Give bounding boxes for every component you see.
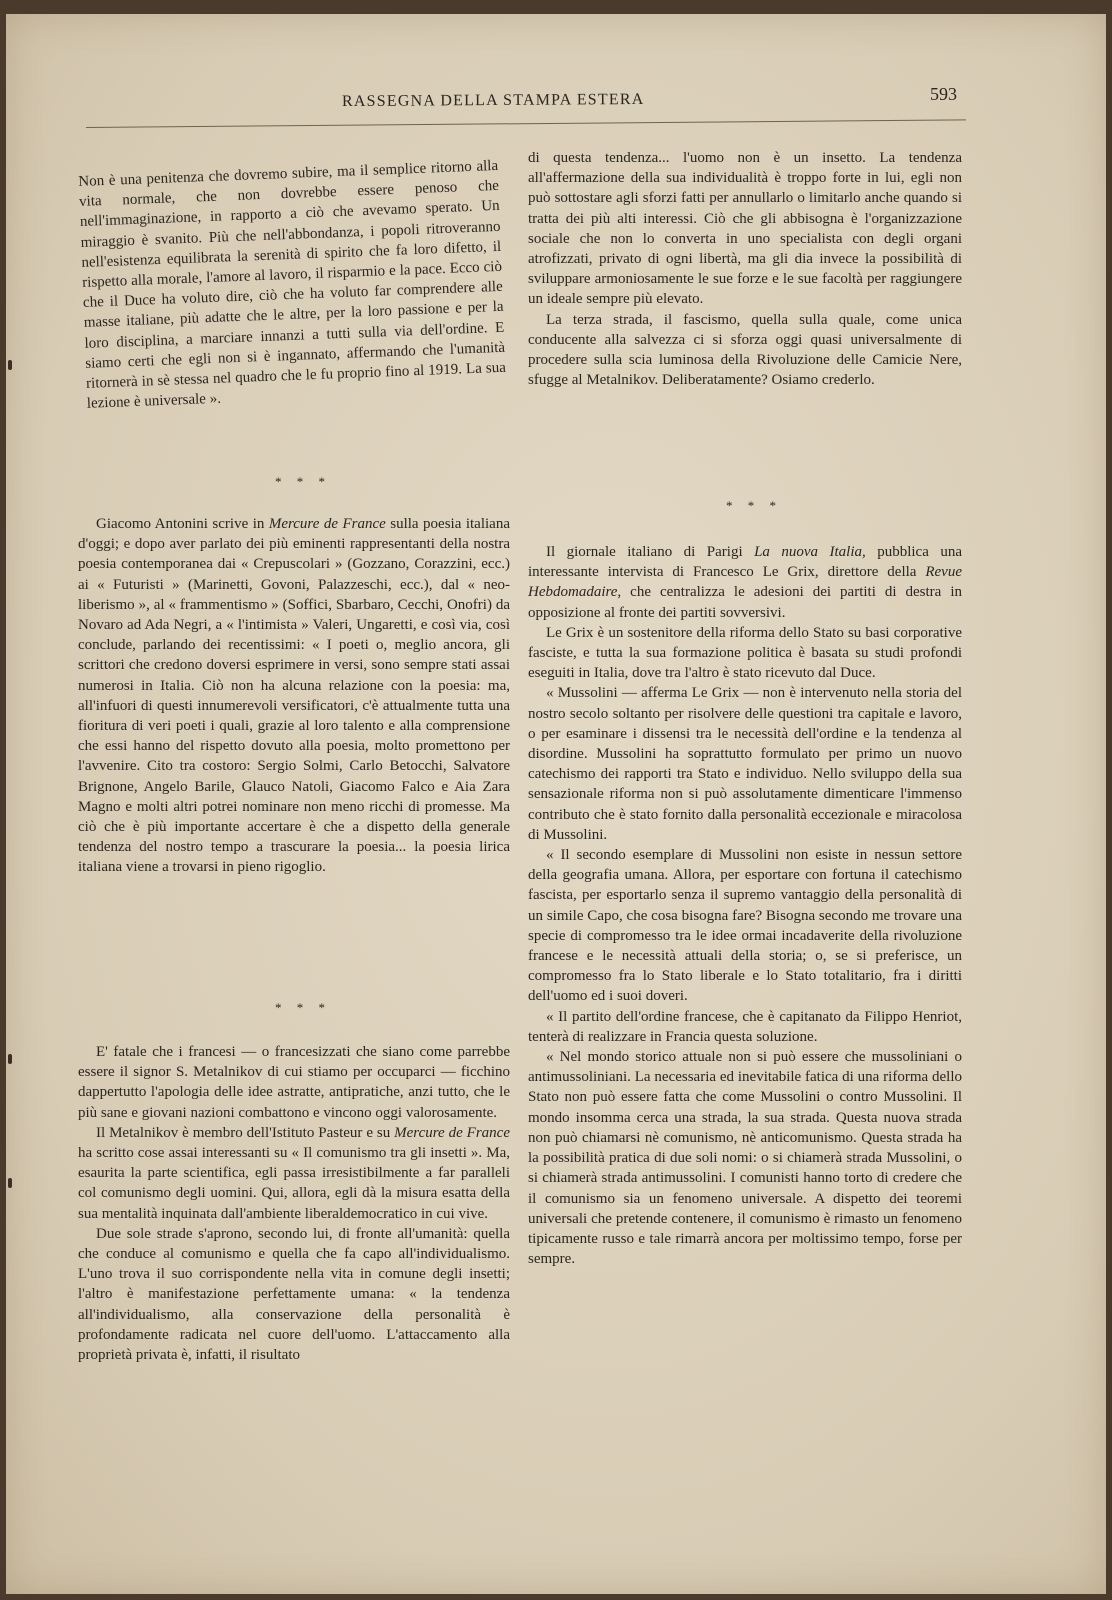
paragraph: « Il partito dell'ordine francese, che è capitanato da Filippo Henriot, tenterà di realizzare in Francia questa soluzione.	[528, 1008, 962, 1045]
paragraph: di questa tendenza... l'uomo non è un insetto. La tendenza all'affermazione della sua individualità è troppo forte in lui, egli non può sottostare agli sforzi fatti per annullarlo o limitarlo anche quando si tratta dei più alti interessi. Ciò che gli abbisogna è l'organizzazione sociale che non lo converta in uno specialista con degli organi atrofizzati, privato di ogni libertà, ma gli dia invece la possibilità di sviluppare armoniosamente le sue forze e le sue facoltà per raggiungere un ideale sempre più elevato.	[528, 150, 962, 308]
section-separator: * * *	[275, 474, 331, 489]
paragraph: Due sole strade s'aprono, secondo lui, di fronte all'umanità: quella che conduce al comunismo e quella che fa capo all'individualismo. L'uno trova il suo corrispondente nella vita in comune degli insetti; l'altro è manifestazione perfettamente umana: « la tendenza all'individualismo, alla conservazione della personalità è profondamente radicata nel cuore dell'uomo. L'attaccamento alla proprietà privata è, infatti, il risultato	[78, 1225, 510, 1364]
paragraph: E' fatale che i francesi — o francesizzati che siano come parrebbe essere il signor S. Metalnikov di cui stiamo per occuparci — ficchino dappertutto l'apologia delle idee astratte, antipratiche, anzi tutto, che le più sane e giovani nazioni combattono e vincono oggi valorosamente.	[78, 1044, 510, 1121]
page-number: 593	[930, 84, 957, 104]
section-separator: * * *	[726, 498, 782, 513]
left-column-metalnikov	[78, 1042, 510, 1365]
paragraph: « Il secondo esemplare di Mussolini non esiste in nessun settore della geografia umana. Allora, per esportare con fortuna il catechismo fascista, per esportarlo senza il supremo vantaggio della personalità di un simile Capo, che cosa bisogna fare? Bisogna secondo me trovare una specie di compromesso tra le idee ormai incadaverite della rivoluzione francese e le necessità attuali della storia; o, se si preferisce, un compromesso fra lo Stato liberale e lo Stato totalitario, fra i diritti dell'uomo ed i suoi doveri.	[528, 847, 962, 1005]
separator	[78, 998, 510, 1018]
journal-title: Mercure de France	[394, 1124, 510, 1141]
right-column-legrix	[528, 542, 962, 1269]
journal-title: Mercure de France	[268, 516, 386, 532]
paragraph-text: ha scritto cose assai interessanti su « Il comunismo tra gli insetti ». Ma, esaurita la parte scientifica, egli passa irresistibilmente a far paralleli col comunismo degli uomini. Qui, allora, egli dà la misura esatta della sua mentalità inquinata dall'ambiente liberaldemocratico in cui vive.	[78, 1145, 510, 1222]
paragraph-text: Il Metalnikov è membro dell'Istituto Pasteur e su	[96, 1124, 395, 1141]
paragraph-text: pubblica una interessante intervista di Francesco Le Grix, direttore della	[528, 544, 962, 581]
separator	[528, 496, 962, 516]
paragraph	[78, 514, 510, 878]
paragraph: La terza strada, il fascismo, quella sulla quale, come unica conducente alla salvezza ci si sforza oggi quasi universalmente di procedere sulla scia luminosa della Rivoluzione delle Camicie Nere, sfugge al Metalnikov. Deliberatamente? Osiamo crederlo.	[528, 311, 962, 389]
paragraph: Non è una penitenza che dovremo subire, ma il semplice ritorno alla vita normale, che non dovrebbe essere penoso che nell'immaginazione, in rapporto a ciò che avevamo sperato. Un miraggio è svanito. Più che nell'abbondanza, i popoli ritroveranno nell'esistenza equilibrata la serenità di spirito che fa loro difetto, il rispetto alla morale, l'amore al lavoro, il risparmio e la pace. Ecco ciò che il Duce ha voluto dire, ciò che ha voluto far comprendere alle masse italiane, più adatte che le altre, per la loro passione e per la loro disciplina, a marciare innanzi a tutti sulla via dell'ordine. E siamo certi che egli non si è ingannato, affermando che l'umanità ritornerà in sè stessa nel quadro che le fu proprio fino al 1919. La sua lezione è universale ».	[78, 157, 507, 413]
paragraph-text: Il giornale italiano di Parigi	[546, 544, 755, 560]
paragraph	[528, 542, 962, 623]
paragraph-text: che centralizza le adesioni dei partiti di destra in opposizione al fronte dei partiti sovversivi.	[528, 584, 962, 621]
paragraph-text: Giacomo Antonini scrive in	[96, 516, 269, 532]
left-column-top	[78, 156, 507, 414]
journal-title: Revue Hebdomadaire,	[528, 564, 962, 601]
right-column-top	[528, 148, 962, 390]
margin-mark	[8, 1054, 12, 1064]
separator	[78, 472, 510, 492]
paragraph: Le Grix è un sostenitore della riforma dello Stato su basi corporative fasciste, e tutta la sua formazione politica è basata su studi profondi eseguiti in Italia, dove tra l'altro è stato ricevuto dal Duce.	[528, 624, 962, 682]
paragraph: « Nel mondo storico attuale non si può essere che mussoliniani o antimussoliniani. La necessaria ed inevitabile fatica di una riforma dello Stato non può essere fatta che come Mussolini o contro Mussolini. Il mondo insomma cerca una strada, la sua strada. Questa nuova strada non può chiamarsi nè comunismo, nè anticomunismo. Questa strada ha la possibilità pratica di due soli nomi: o si chiamerà strada Mussolini, o si chiamerà strada antimussolini. I comunisti hanno torto di credere che il comunismo sia un fenomeno universale. A dispetto dei teoremi universali che pretende contenere, il comunismo è rimasto un fenomeno tipicamente russo e tale rimarrà ancora per moltissimo tempo, forse per sempre.	[528, 1049, 962, 1268]
page-header	[6, 14, 1106, 134]
newspaper-title: La nuova Italia,	[754, 544, 866, 560]
margin-mark	[8, 1178, 12, 1188]
section-separator: * * *	[275, 1000, 331, 1015]
paragraph-text: sulla poesia italiana d'oggi; e dopo aver parlato dei più eminenti rappresentanti della nostra poesia contemporanea dai « Crepuscolari » (Gozzano, Corazzini, ecc.) ai « Futuristi » (Marinetti, Govoni, Palazzeschi, ecc.), dal « neo-liberismo », al « frammentismo » (Soffici, Sbarbaro, Cecchi, Onofri) da Novaro ad Ada Negri, a « l'intimista » Valeri, Ungaretti, e così via, così conclude, parlando dei recentissimi: « I poeti o, meglio ancora, gli scrittori che credono doversi esprimere in versi, sono sempre stati assai numerosi in Italia. Ciò non ha alcuna relazione con la poesia: ma, all'infuori di questi innumerevoli versificatori, c'è attualmente tutta una fioritura di veri poeti i quali, grazie al loro talento e alla comprensione che essi hanno del rispetto dovuto alla poesia, molto promettono per l'avvenire. Cito tra costoro: Sergio Solmi, Carlo Betocchi, Salvatore Brignone, Angelo Barile, Glauco Natoli, Giacomo Falco e Aia Zara Magno e molti altri potrei nominare non meno ricchi di promesse. Ma ciò che è più importante accertare è che a dispetto della generale tendenza del nostro tempo a trascurare la poesia... la poesia lirica italiana viene a trovarsi in pieno rigoglio.	[78, 516, 510, 876]
paragraph	[78, 1123, 510, 1224]
paragraph: « Mussolini — afferma Le Grix — non è intervenuto nella storia del nostro secolo soltanto per risolvere delle questioni tra capitale e lavoro, o per esaminare i dissensi tra le necessità dell'ordine e la tendenza al disordine. Mussolini ha soprattutto formulato per primo un nuovo catechismo dei rapporti tra Stato e individuo. Nello sviluppo della sua sensazionale riforma non si può assolutamente dimenticare l'immenso contributo che è stato fornito dalla personalità eccezionale e miracolosa di Mussolini.	[528, 685, 962, 843]
scanned-page	[6, 14, 1106, 1594]
margin-mark	[8, 360, 12, 370]
left-column-antonini	[78, 514, 510, 878]
running-title: RASSEGNA DELLA STAMPA ESTERA	[341, 90, 645, 111]
header-rule	[86, 119, 966, 128]
